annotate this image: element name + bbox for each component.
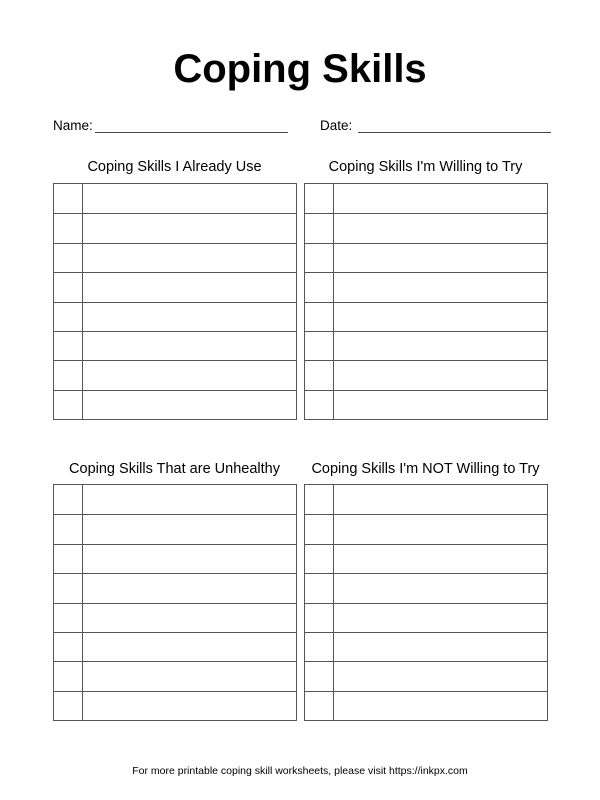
table-row	[54, 691, 296, 720]
row-entry-cell[interactable]	[334, 303, 547, 331]
row-number-cell[interactable]	[54, 633, 83, 661]
row-entry-cell[interactable]	[334, 391, 547, 419]
table-row	[305, 360, 547, 389]
row-entry-cell[interactable]	[334, 214, 547, 242]
row-number-cell[interactable]	[54, 574, 83, 602]
row-number-cell[interactable]	[305, 303, 334, 331]
table-row	[305, 632, 547, 661]
table-row	[305, 331, 547, 360]
row-entry-cell[interactable]	[83, 361, 296, 389]
row-entry-cell[interactable]	[334, 633, 547, 661]
row-entry-cell[interactable]	[334, 485, 547, 514]
row-number-cell[interactable]	[54, 662, 83, 690]
row-number-cell[interactable]	[54, 214, 83, 242]
row-number-cell[interactable]	[305, 244, 334, 272]
row-number-cell[interactable]	[305, 273, 334, 301]
table-row	[54, 485, 296, 514]
row-number-cell[interactable]	[305, 633, 334, 661]
table-row	[305, 485, 547, 514]
date-input-line[interactable]	[358, 119, 551, 133]
row-number-cell[interactable]	[54, 303, 83, 331]
row-number-cell[interactable]	[54, 485, 83, 514]
row-entry-cell[interactable]	[83, 545, 296, 573]
section-heading-already-use: Coping Skills I Already Use	[87, 159, 262, 175]
table-row	[305, 184, 547, 213]
row-number-cell[interactable]	[305, 184, 334, 213]
table-already-use	[53, 183, 297, 420]
table-row	[54, 360, 296, 389]
footer-note: For more printable coping skill worksheets, please visit https://inkpx.com	[132, 765, 468, 777]
row-entry-cell[interactable]	[83, 303, 296, 331]
table-row	[305, 390, 547, 419]
row-entry-cell[interactable]	[83, 391, 296, 419]
row-entry-cell[interactable]	[83, 273, 296, 301]
row-number-cell[interactable]	[305, 515, 334, 543]
row-number-cell[interactable]	[54, 332, 83, 360]
table-row	[305, 544, 547, 573]
row-number-cell[interactable]	[305, 332, 334, 360]
date-field	[320, 118, 551, 133]
row-entry-cell[interactable]	[334, 244, 547, 272]
table-row	[305, 514, 547, 543]
row-entry-cell[interactable]	[83, 692, 296, 720]
row-number-cell[interactable]	[54, 184, 83, 213]
table-row	[54, 302, 296, 331]
row-number-cell[interactable]	[54, 273, 83, 301]
row-number-cell[interactable]	[54, 545, 83, 573]
table-row	[305, 691, 547, 720]
table-row	[54, 184, 296, 213]
row-number-cell[interactable]	[54, 692, 83, 720]
row-entry-cell[interactable]	[83, 574, 296, 602]
section-heading-not-willing: Coping Skills I'm NOT Willing to Try	[311, 461, 540, 477]
page-title: Coping Skills	[173, 47, 427, 91]
row-entry-cell[interactable]	[83, 214, 296, 242]
row-number-cell[interactable]	[305, 574, 334, 602]
table-row	[54, 603, 296, 632]
row-entry-cell[interactable]	[83, 515, 296, 543]
table-unhealthy	[53, 484, 297, 721]
name-label: Name:	[53, 118, 93, 133]
row-number-cell[interactable]	[305, 485, 334, 514]
table-row	[54, 573, 296, 602]
table-row	[54, 544, 296, 573]
row-entry-cell[interactable]	[334, 515, 547, 543]
row-entry-cell[interactable]	[334, 545, 547, 573]
table-row	[54, 213, 296, 242]
row-number-cell[interactable]	[305, 361, 334, 389]
row-entry-cell[interactable]	[83, 633, 296, 661]
name-input-line[interactable]	[95, 119, 288, 133]
row-entry-cell[interactable]	[83, 662, 296, 690]
row-number-cell[interactable]	[54, 244, 83, 272]
table-row	[54, 272, 296, 301]
row-entry-cell[interactable]	[334, 184, 547, 213]
row-number-cell[interactable]	[305, 604, 334, 632]
row-number-cell[interactable]	[305, 391, 334, 419]
row-entry-cell[interactable]	[83, 332, 296, 360]
table-row	[305, 243, 547, 272]
row-number-cell[interactable]	[54, 515, 83, 543]
table-row	[305, 573, 547, 602]
date-label: Date:	[320, 118, 353, 133]
row-entry-cell[interactable]	[334, 662, 547, 690]
row-entry-cell[interactable]	[83, 485, 296, 514]
table-row	[54, 661, 296, 690]
row-entry-cell[interactable]	[334, 273, 547, 301]
row-number-cell[interactable]	[54, 604, 83, 632]
table-willing-to-try	[304, 183, 548, 420]
row-number-cell[interactable]	[305, 692, 334, 720]
row-number-cell[interactable]	[54, 391, 83, 419]
table-row	[54, 243, 296, 272]
table-not-willing	[304, 484, 548, 721]
table-row	[54, 331, 296, 360]
row-entry-cell[interactable]	[334, 574, 547, 602]
table-row	[54, 632, 296, 661]
table-row	[305, 302, 547, 331]
table-row	[305, 272, 547, 301]
row-entry-cell[interactable]	[83, 604, 296, 632]
table-row	[54, 390, 296, 419]
row-number-cell[interactable]	[305, 662, 334, 690]
row-entry-cell[interactable]	[83, 184, 296, 213]
section-heading-willing-to-try: Coping Skills I'm Willing to Try	[328, 159, 523, 175]
section-heading-unhealthy: Coping Skills That are Unhealthy	[69, 461, 280, 477]
name-field	[53, 118, 288, 133]
row-entry-cell[interactable]	[334, 604, 547, 632]
row-number-cell[interactable]	[305, 545, 334, 573]
table-row	[305, 213, 547, 242]
row-entry-cell[interactable]	[334, 361, 547, 389]
table-row	[305, 603, 547, 632]
table-row	[305, 661, 547, 690]
row-number-cell[interactable]	[305, 214, 334, 242]
table-row	[54, 514, 296, 543]
row-entry-cell[interactable]	[334, 692, 547, 720]
row-number-cell[interactable]	[54, 361, 83, 389]
row-entry-cell[interactable]	[334, 332, 547, 360]
row-entry-cell[interactable]	[83, 244, 296, 272]
